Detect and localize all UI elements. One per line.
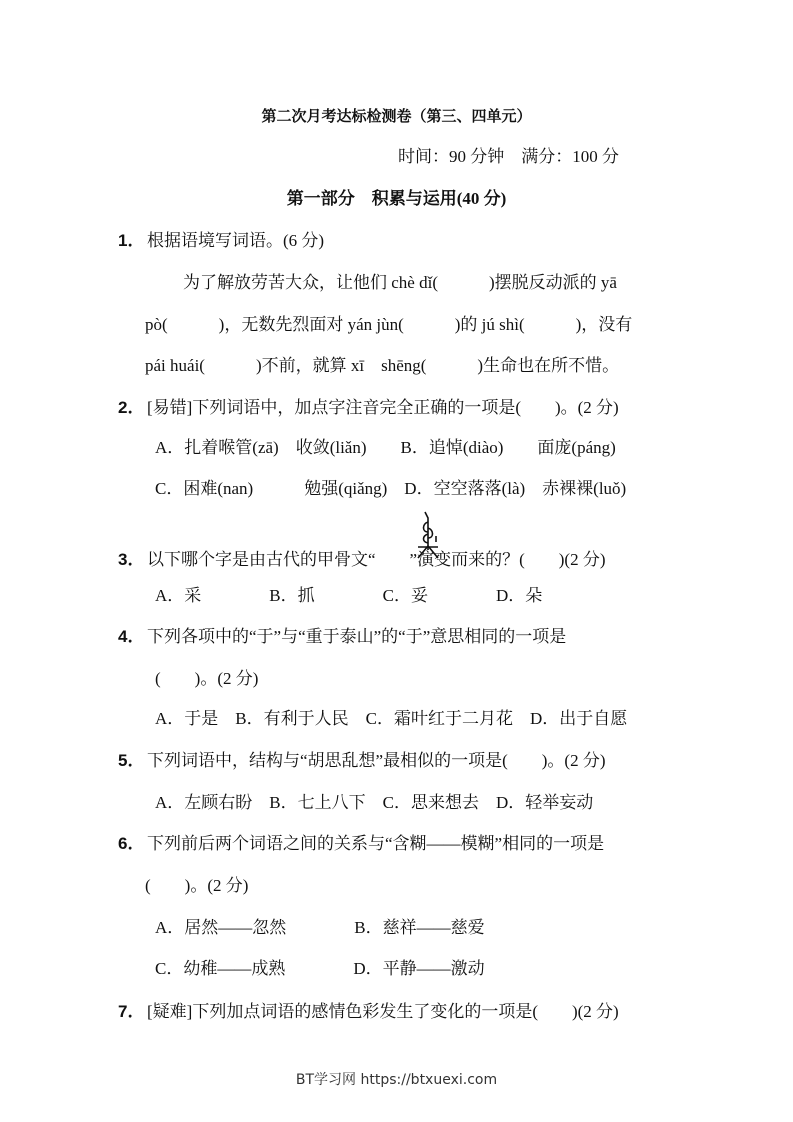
question-6-text: ( )。(2 分) [145,876,249,895]
question-1-text: pái huái( )不前，就算 xī shēng( )生命也在所不惜。 [145,356,620,375]
question-4: 下列各项中的“于”与“重于泰山”的“于”意思相同的一项是 [147,627,567,646]
exam-title: 第二次月考达标检测卷（第三、四单元） [261,109,532,125]
question-2: [易错]下列词语中，加点字注音完全正确的一项是( )。(2 分) [147,398,619,417]
exam-time-score: 时间：90 分钟 满分：100 分 [398,147,619,166]
question-1-text: 为了解放劳苦大众，让他们 chè dǐ( )摆脱反动派的 yā [183,273,617,292]
question-number: 2． [118,398,145,417]
question-number: 1． [118,231,145,250]
question-3-options: A．采 B．抓 C．妥 D．朵 [155,586,543,605]
question-7: [疑难]下列加点词语的感情色彩发生了变化的一项是( )(2 分) [147,1002,619,1021]
question-number: 5． [118,751,145,770]
question-6-options: A．居然——忽然 B．慈祥——慈爱 [155,918,485,937]
section-heading: 第一部分 积累与运用(40 分) [286,189,507,208]
question-2-options: C．困难(nan) 勉强(qiǎng) D．空空落落(là) 赤裸裸(luǒ) [155,479,627,498]
question-6: 下列前后两个词语之间的关系与“含糊——模糊”相同的一项是 [147,834,605,853]
question-number: 6． [118,834,145,853]
question-1: 根据语境写词语。(6 分) [147,231,325,250]
question-6-options: C．幼稚——成熟 D．平静——激动 [155,959,485,978]
footer-watermark: BT学习网 https://btxuexi.com [295,1072,498,1088]
question-5: 下列词语中，结构与“胡思乱想”最相似的一项是( )。(2 分) [147,751,606,770]
question-3: 以下哪个字是由古代的甲骨文“ ”演变而来的？( )(2 分) [147,550,606,569]
question-1-text: pò( )，无数先烈面对 yán jùn( )的 jú shì( )，没有 [145,315,633,334]
question-5-options: A．左顾右盼 B．七上八下 C．思来想去 D．轻举妄动 [155,793,594,812]
question-4-options: A．于是 B．有利于人民 C．霜叶红于二月花 D．出于自愿 [155,709,628,728]
question-4-text: ( )。(2 分) [155,669,259,688]
question-2-options: A．扎着喉管(zā) 收敛(liǎn) B．追悼(diào) 面庞(páng) [155,438,616,457]
question-number: 3． [118,550,145,569]
question-number: 7． [118,1002,145,1021]
question-number: 4． [118,627,145,646]
